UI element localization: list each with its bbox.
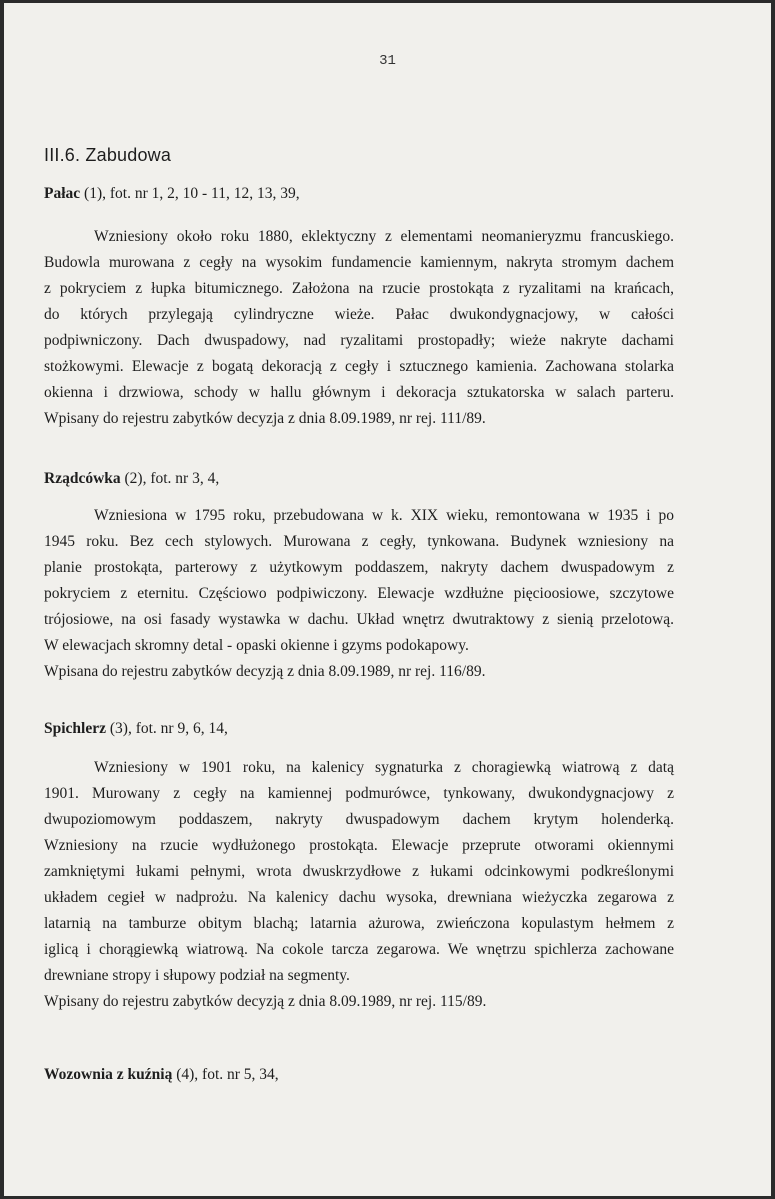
document-page <box>4 3 771 1196</box>
text-line: 1945 roku. Bez cech stylowych. Murowana z cegły, tynkowana. Budynek wzniesiony na <box>44 533 674 550</box>
entry-description-palac <box>44 224 674 432</box>
entry-ref: (3), fot. nr 9, 6, 14, <box>106 720 228 737</box>
text-line: Wpisana do rejestru zabytków decyzją z dnia 8.09.1989, nr rej. 116/89. <box>44 663 486 680</box>
text-line: stożkowymi. Elewacje z bogatą dekoracją z cegły i sztucznego kamienia. Zachowana stolarka <box>44 358 674 375</box>
text-line: latarnią na tamburze obitym blachą; latarnia ażurowa, zwieńczona kopulastym hełmem z <box>44 915 674 932</box>
text-line: do których przylegają cylindryczne wieże. Pałac dwukondygnacjowy, w całości <box>44 306 674 323</box>
entry-name: Wozownia z kuźnią <box>44 1066 173 1083</box>
entry-ref: (2), fot. nr 3, 4, <box>120 470 220 487</box>
text-line: Wzniesiony na rzucie wydłużonego prostokąta. Elewacje przeprute otworami okiennymi <box>44 837 674 854</box>
text-line: Wzniesiony około roku 1880, eklektyczny z elementami neomanieryzmu francuskiego. <box>94 228 674 245</box>
entry-heading-rzadcowka <box>44 470 219 488</box>
text-line: iglicą i chorągiewką wiatrową. Na cokole tarcza zegarowa. We wnętrzu spichlerza zachowane <box>44 941 674 958</box>
text-line: okienna i drzwiowa, schody w hallu głównym i dekoracja sztukatorska w salach parteru. <box>44 384 674 401</box>
entry-description-rzadcowka <box>44 503 674 685</box>
entry-heading-palac <box>44 185 300 203</box>
entry-name: Rządcówka <box>44 470 121 487</box>
text-line: drewniane stropy i słupowy podział na segmenty. <box>44 967 350 984</box>
entry-description-spichlerz <box>44 755 674 1015</box>
text-line: trójosiowe, na osi fasady wystawka w dachu. Układ wnętrz dwutraktowy z sienią przelotową. <box>44 611 674 628</box>
text-line: Wzniesiona w 1795 roku, przebudowana w k. XIX wieku, remontowana w 1935 i po <box>94 507 674 524</box>
text-line: 1901. Murowany z cegły na kamiennej podmurówce, tynkowany, dwukondygnacjowy z <box>44 785 674 802</box>
text-line: Budowla murowana z cegły na wysokim fundamencie kamiennym, nakryta stromym dachem <box>44 254 674 271</box>
text-line: Wpisany do rejestru zabytków decyzja z dnia 8.09.1989, nr rej. 111/89. <box>44 410 486 427</box>
text-line: pokryciem z eternitu. Częściowo podpiwiczony. Elewacje wzdłużne pięcioosiowe, szczytowe <box>44 585 674 602</box>
text-line: układem cegieł w nadprożu. Na kalenicy dachu wysoka, drewniana wieżyczka zegarowa z <box>44 889 674 906</box>
entry-ref: (1), fot. nr 1, 2, 10 - 11, 12, 13, 39, <box>80 185 300 202</box>
entry-name: Spichlerz <box>44 720 106 737</box>
text-line: dwupoziomowym poddaszem, nakryty dwuspadowym dachem krytym holenderką. <box>44 811 674 828</box>
text-line: Wpisany do rejestru zabytków decyzją z dnia 8.09.1989, nr rej. 115/89. <box>44 993 487 1010</box>
text-line: W elewacjach skromny detal - opaski okienne i gzyms podokapowy. <box>44 637 469 654</box>
entry-heading-spichlerz <box>44 720 228 738</box>
entry-name: Pałac <box>44 185 81 202</box>
page-number: 31 <box>379 53 396 69</box>
text-line: planie prostokąta, parterowy z użytkowym poddaszem, nakryty dachem dwuspadowym z <box>44 559 674 576</box>
text-line: podpiwniczony. Dach dwuspadowy, nad ryzalitami prostopadły; wieże nakryte dachami <box>44 332 674 349</box>
entry-heading-wozownia <box>44 1066 279 1084</box>
section-title: III.6. Zabudowa <box>44 145 172 165</box>
text-line: z pokryciem z łupka bitumicznego. Założona na rzucie prostokąta z ryzalitami na krańcach, <box>44 280 674 297</box>
entry-ref: (4), fot. nr 5, 34, <box>172 1066 279 1083</box>
text-line: Wzniesiony w 1901 roku, na kalenicy sygnaturka z choragiewką wiatrową z datą <box>94 759 674 776</box>
text-line: zamkniętymi łukami pełnymi, wrota dwuskrzydłowe z łukami odcinkowymi podkreślonymi <box>44 863 674 880</box>
